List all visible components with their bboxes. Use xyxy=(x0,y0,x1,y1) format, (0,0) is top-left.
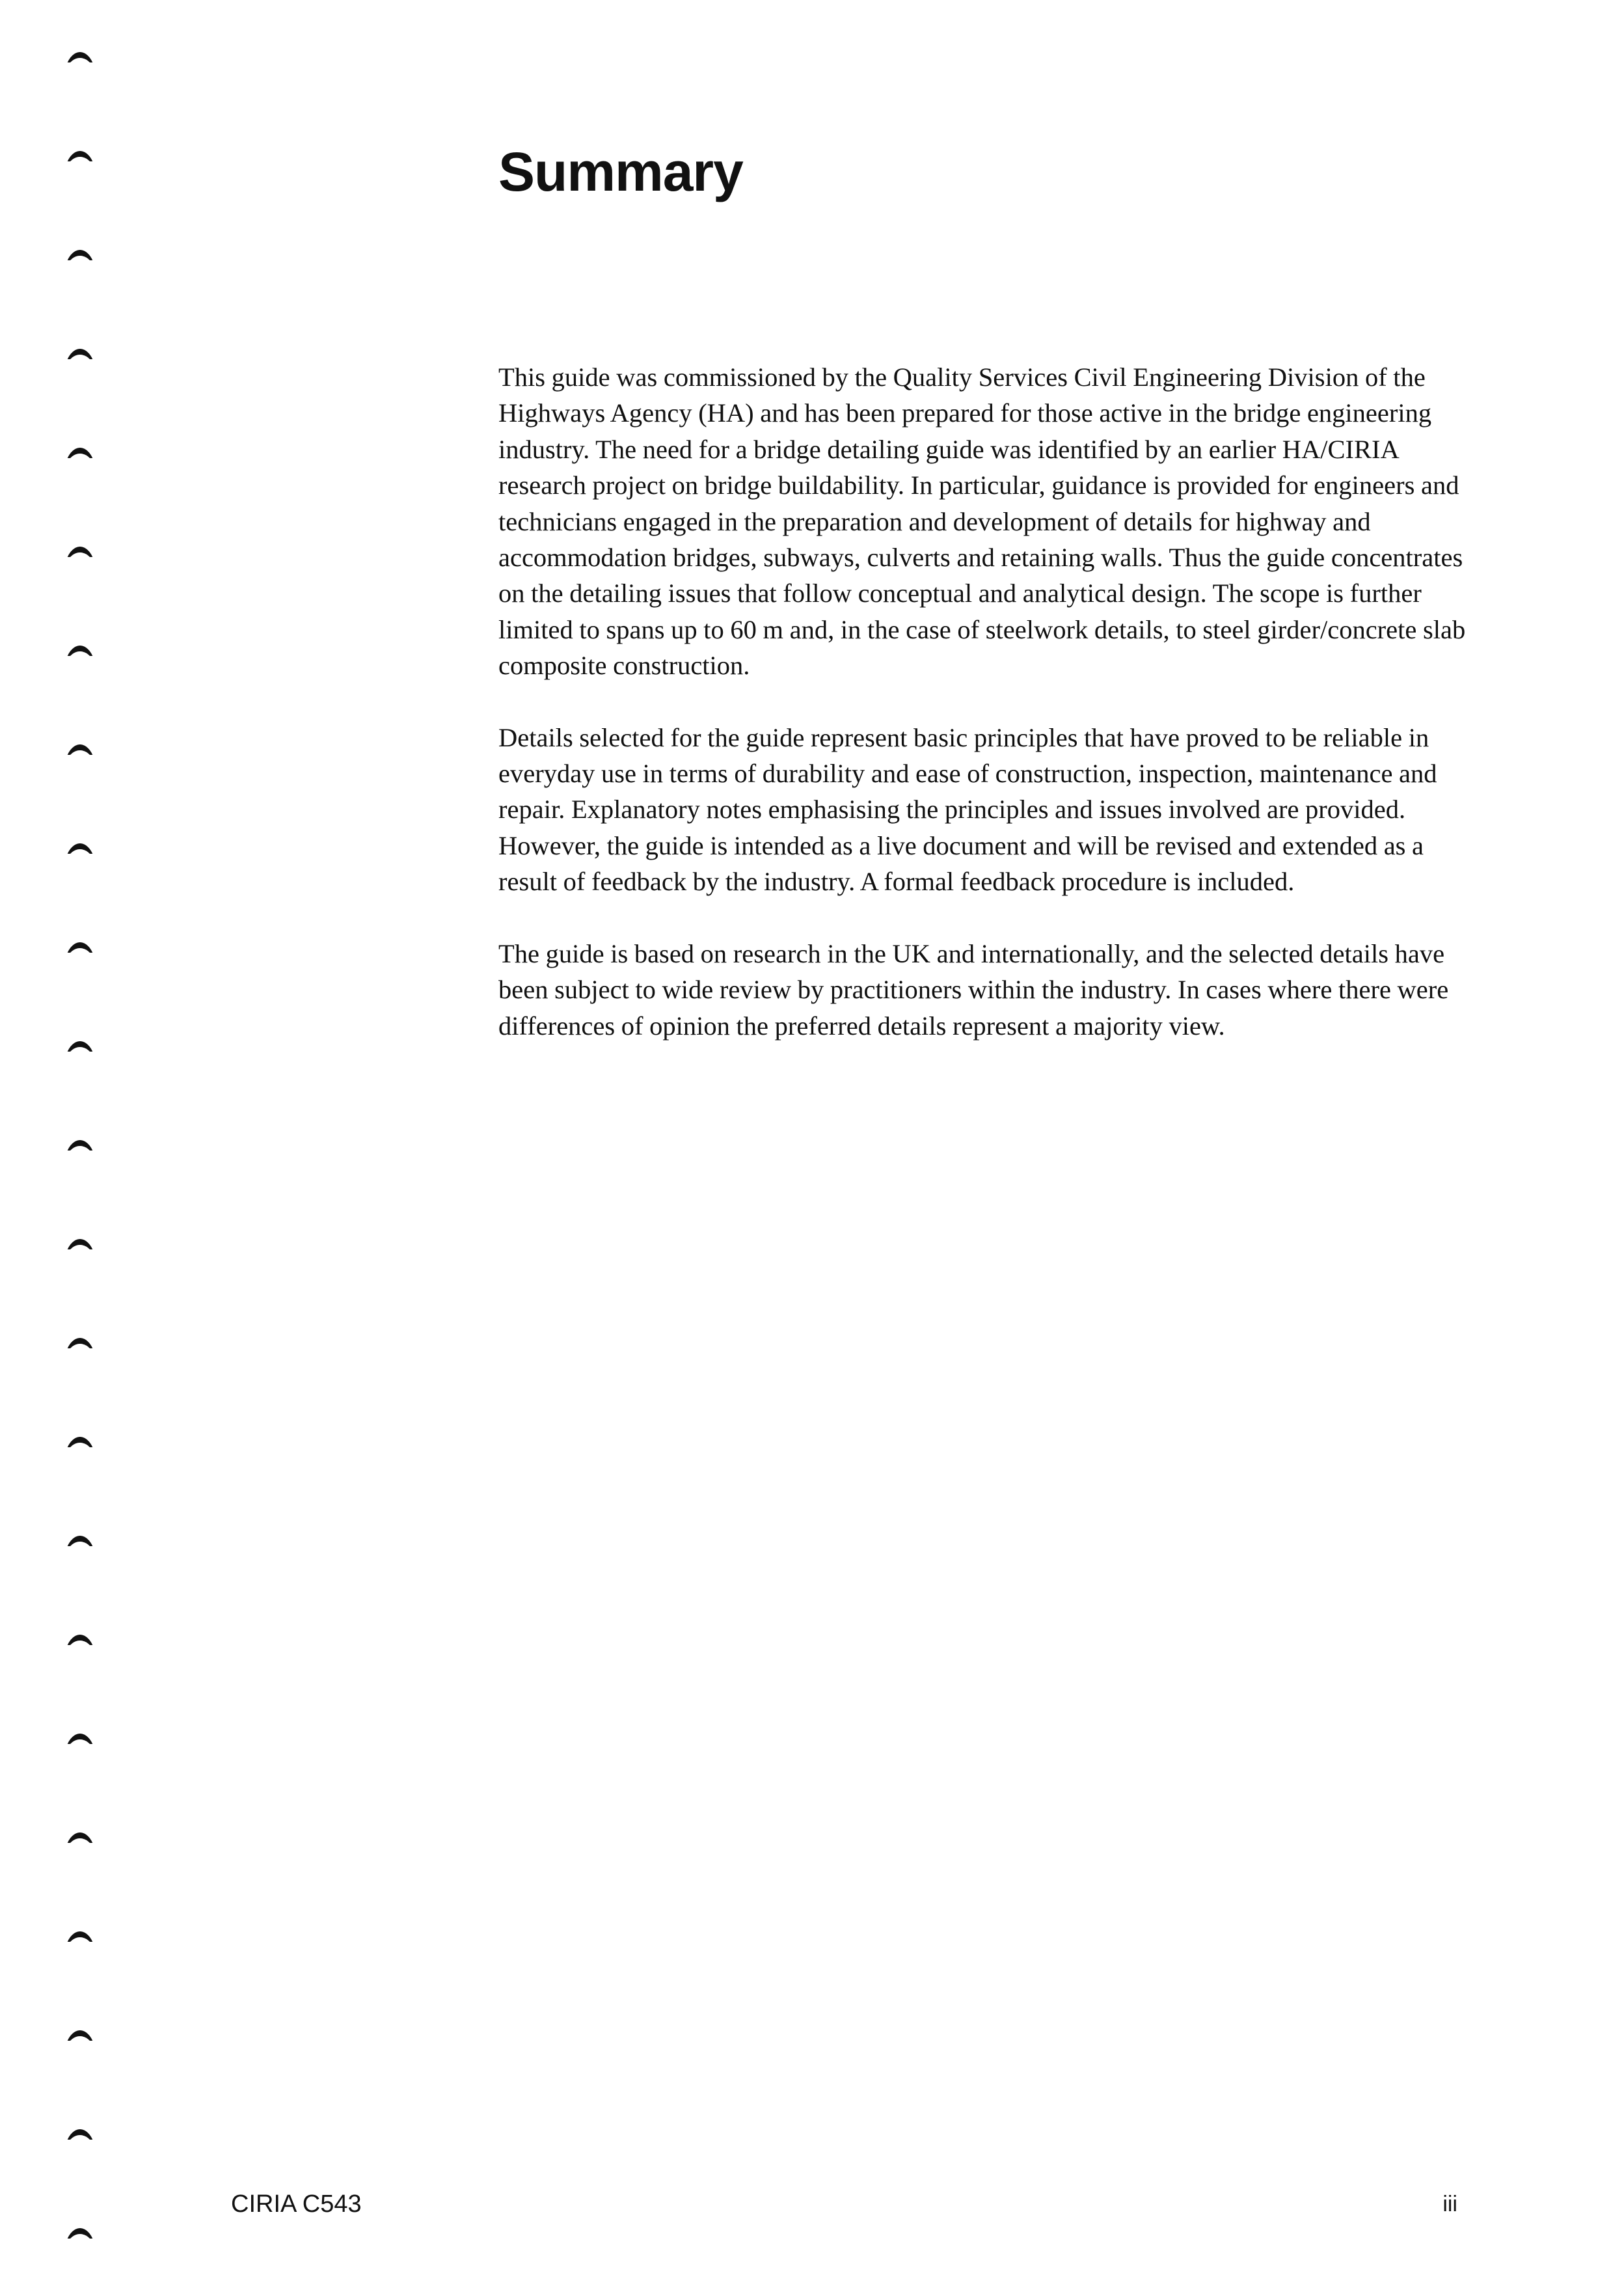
binding-mark xyxy=(64,1533,96,1546)
binding-mark xyxy=(64,742,96,755)
binding-mark xyxy=(64,148,96,161)
binding-mark xyxy=(64,1731,96,1744)
footer-publication: CIRIA C543 xyxy=(231,2190,362,2218)
binding-mark xyxy=(64,1039,96,1052)
binding-mark xyxy=(64,1632,96,1645)
page-title: Summary xyxy=(498,141,743,202)
binding-mark xyxy=(64,1830,96,1843)
binding-mark xyxy=(64,2028,96,2041)
footer-page-number: iii xyxy=(1442,2192,1457,2216)
binding-mark xyxy=(64,1929,96,1942)
binding-mark xyxy=(64,346,96,359)
binding-mark xyxy=(64,247,96,260)
binding-mark xyxy=(64,2127,96,2140)
binding-mark xyxy=(64,445,96,458)
binding-mark xyxy=(64,2226,96,2239)
binding-mark xyxy=(64,1137,96,1151)
summary-paragraph: This guide was commissioned by the Quality Services Civil Engineering Division of the Highways Agency (HA) and has been prepared for those active in the bridge engineering industry. The need for a bridge detailing guide was identified by an earlier HA/CIRIA research project on bridge buildability. In particular, guidance is provided for engineers and technicians engaged in the preparation and development of details for highway and accommodation bridges, subways, culverts and retaining walls. Thus the guide concentrates on the detailing issues that follow conceptual and analytical design. The scope is further limited to spans up to 60 m and, in the case of steelwork details, to steel girder/concrete slab composite construction. xyxy=(498,362,1466,681)
binding-mark xyxy=(64,643,96,656)
binding-mark xyxy=(64,1335,96,1348)
binding-mark xyxy=(64,49,96,62)
summary-paragraph: Details selected for the guide represent basic principles that have proved to be reliable in everyday use in terms of durability and ease of construction, inspection, maintenance and repair. Explanatory notes emphasising the principles and issues involved are provided. However, the guide is intended as a live document and will be revised and extended as a result of feedback by the industry. A formal feedback procedure is included. xyxy=(498,722,1437,897)
binding-mark xyxy=(64,544,96,557)
binding-mark xyxy=(64,1236,96,1249)
summary-paragraph: The guide is based on research in the UK and internationally, and the selected details have been subject to wide review by practitioners within the industry. In cases where there were differences of opinion the preferred details represent a majority view. xyxy=(498,938,1449,1041)
summary-body xyxy=(498,359,1474,1080)
binding-mark xyxy=(64,1434,96,1447)
binding-mark xyxy=(64,841,96,854)
binding-mark xyxy=(64,940,96,953)
